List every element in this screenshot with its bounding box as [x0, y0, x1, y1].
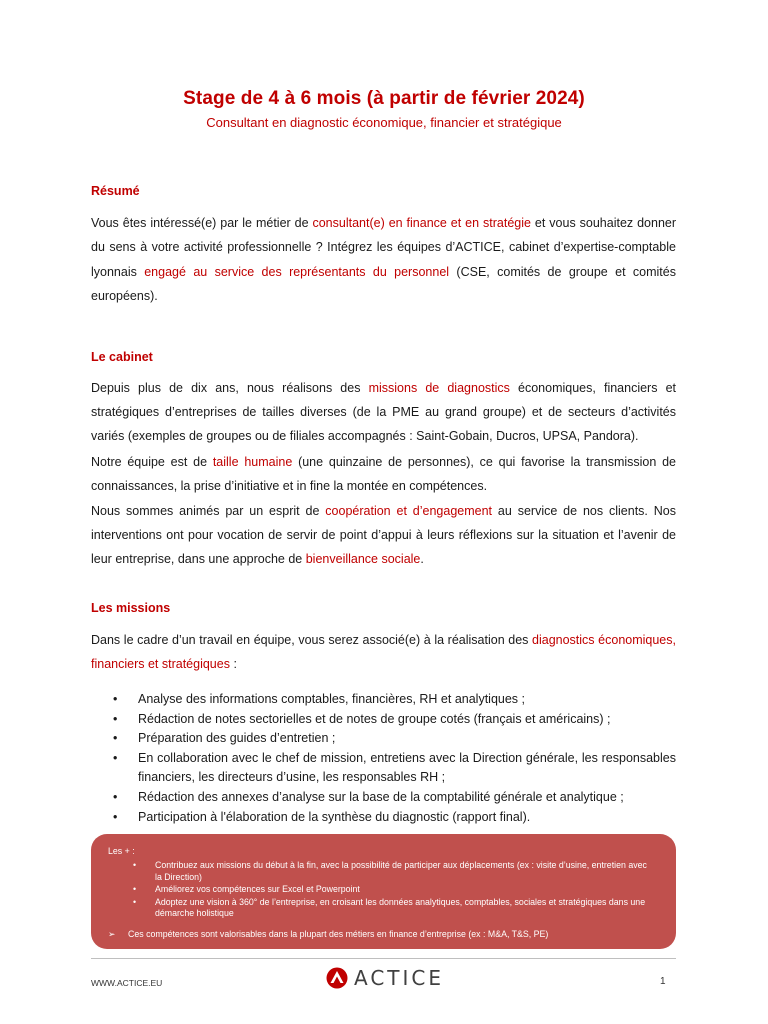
list-item: • En collaboration avec le chef de mission, entretiens avec la Direction générale, les responsables financiers, les directeurs d’usine, les responsables RH ; — [113, 750, 676, 785]
list-item: • Participation à l'élaboration de la synthèse du diagnostic (rapport final). — [91, 808, 676, 828]
bullet-icon: • — [133, 884, 137, 895]
plus-box — [91, 834, 676, 949]
list-item: • Améliorez vos compétences sur Excel et Powerpoint — [133, 884, 360, 895]
resume-paragraph: Vous êtes intéressé(e) par le métier de consultant(e) en finance et en stratégie et vous souhaitez donner du sens à votre activité professionnelle ? Intégrez les équipes d’ACTICE, cabinet d’expertise-comptable lyonnais engagé au service des représentants du personnel (CSE, comités de groupe et comités européens). — [91, 216, 677, 303]
plus-box-list — [91, 860, 656, 921]
bullet-icon: • — [133, 860, 137, 870]
logo-mark-icon — [326, 967, 348, 989]
bullet-icon: • — [133, 896, 137, 907]
footer-divider — [91, 958, 676, 959]
list-item: • Analyse des informations comptables, financières, RH et analytiques ; — [91, 690, 676, 710]
footer-url: WWW.ACTICE.EU — [91, 978, 163, 988]
section-heading-missions: Les missions — [91, 601, 171, 615]
highlight: coopération et d’engagement — [325, 504, 493, 518]
actice-logo — [326, 966, 444, 990]
list-item: • Adoptez une vision à 360° de l’entreprise, en croisant les données analytiques, comptables, sociales et stratégiques dans une démarche holistique — [133, 896, 646, 919]
bullet-icon: • — [113, 711, 118, 726]
highlight: consultant(e) en finance et en stratégie — [312, 216, 531, 230]
bullet-icon: • — [113, 692, 118, 706]
page-title: Stage de 4 à 6 mois (à partir de février 2024) — [183, 88, 585, 109]
section-heading-resume: Résumé — [91, 184, 140, 198]
bullet-icon: • — [113, 731, 118, 746]
list-item: • Contribuez aux missions du début à la fin, avec la possibilité de participer aux déplacements (ex : visite d’usine, entretien avec la Direction) — [133, 860, 647, 882]
list-item: • Préparation des guides d’entretien ; — [91, 729, 676, 749]
page-number: 1 — [660, 976, 666, 987]
highlight: taille humaine — [212, 455, 293, 469]
list-item: • Rédaction des annexes d’analyse sur la base de la comptabilité générale et analytique ; — [91, 788, 676, 808]
bullet-icon: • — [113, 809, 118, 824]
missions-intro: Dans le cadre d’un travail en équipe, vous serez associé(e) à la réalisation des diagnostics économiques, financiers et stratégiques : — [91, 633, 676, 671]
list-item: • Rédaction de notes sectorielles et de notes de groupe cotés (français et américains) ; — [91, 710, 676, 730]
bullet-icon: • — [113, 789, 118, 804]
section-heading-cabinet: Le cabinet — [91, 350, 153, 364]
cabinet-paragraph-3: Nous sommes animés par un esprit de coopération et d’engagement au service de nos clients. Nos interventions ont pour vocation de servir de point d’appui à leurs réflexions sur la situation et l’avenir de leur entreprise, dans une approche de bienveillance sociale. — [91, 504, 676, 566]
missions-list — [91, 690, 676, 827]
highlight: diagnostics économiques, financiers et stratégiques — [91, 633, 676, 671]
plus-box-note: ➢ Ces compétences sont valorisables dans la plupart des métiers en finance d’entreprise (ex : M&A, T&S, PE) — [108, 929, 549, 939]
highlight: engagé au service des représentants du personnel — [144, 264, 450, 279]
bullet-icon: • — [113, 750, 118, 765]
arrow-icon: ➢ — [108, 929, 116, 939]
cabinet-paragraph-1: Depuis plus de dix ans, nous réalisons des missions de diagnostics économiques, financiers et stratégiques d’entreprises de tailles diverses (de la PME au grand groupe) et de secteurs d’activités variés (exemples de groupes ou de filiales accompagnés : Saint-Gobain, Ducros, UPSA, Pandora). — [91, 381, 677, 443]
highlight: bienveillance sociale — [305, 552, 421, 566]
highlight: missions de diagnostics — [368, 381, 510, 395]
cabinet-paragraph-2: Notre équipe est de taille humaine (une quinzaine de personnes), ce qui favorise la transmission de connaissances, la prise d’initiative et in fine la montée en compétences. — [91, 455, 677, 493]
plus-box-label: Les + : — [108, 846, 135, 856]
logo-wordmark: ACTICE — [354, 966, 445, 990]
page-subtitle: Consultant en diagnostic économique, financier et stratégique — [206, 115, 562, 130]
